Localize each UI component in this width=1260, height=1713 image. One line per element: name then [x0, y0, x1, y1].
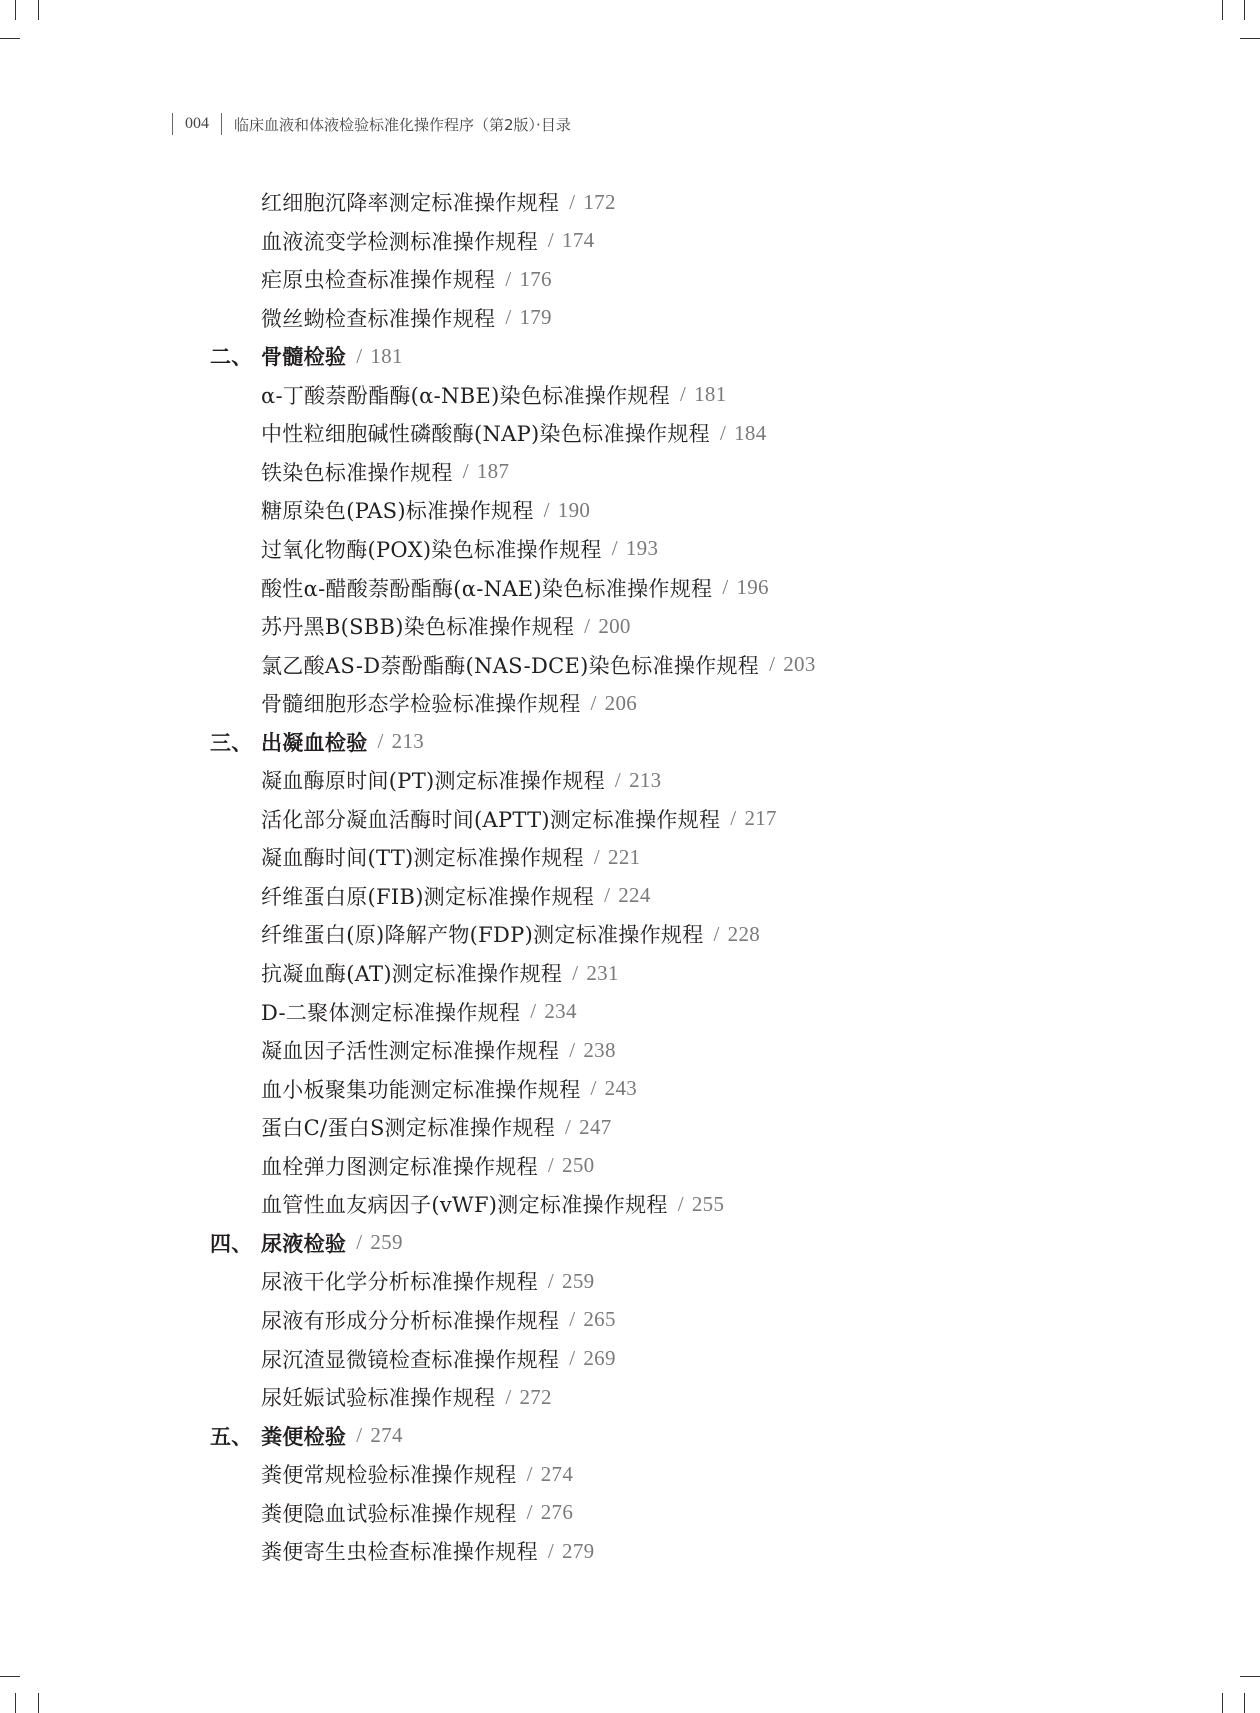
crop-mark: [0, 38, 20, 39]
toc-entry[interactable]: [261, 1536, 594, 1566]
page-separator: /: [569, 1346, 576, 1370]
toc-entry[interactable]: [261, 765, 661, 795]
entry-title: 尿液有形成分分析标准操作规程: [261, 1308, 560, 1333]
page-ref: 174: [562, 228, 595, 253]
section-number: 四、: [210, 1231, 253, 1256]
toc-entry[interactable]: [261, 1189, 724, 1219]
entry-title: 粪便隐血试验标准操作规程: [261, 1501, 517, 1526]
page-separator: /: [677, 1191, 684, 1216]
entry-title: 红细胞沉降率测定标准操作规程: [261, 191, 560, 215]
page-ref: 172: [583, 189, 616, 214]
toc-section-heading[interactable]: [210, 1228, 403, 1258]
toc-entry[interactable]: [261, 187, 616, 217]
page-separator: /: [543, 497, 550, 522]
toc-section-heading[interactable]: [210, 1421, 403, 1451]
toc-entry[interactable]: [261, 1305, 616, 1335]
page-ref: 247: [579, 1114, 612, 1139]
toc-entry[interactable]: [261, 958, 619, 988]
crop-mark: [15, 1693, 16, 1713]
page-separator: /: [462, 459, 469, 484]
entry-title: 凝血因子活性测定标准操作规程: [261, 1039, 560, 1064]
entry-title: 氯乙酸AS-D萘酚酯酶(NAS-DCE)染色标准操作规程: [261, 653, 760, 678]
page-separator: /: [614, 767, 622, 792]
page-separator: /: [730, 806, 737, 831]
page-ref: 274: [540, 1461, 574, 1486]
entry-title: 粪便常规检验标准操作规程: [261, 1463, 517, 1488]
header-divider: [221, 113, 222, 135]
page-separator: /: [769, 652, 776, 677]
page-ref: 250: [562, 1153, 595, 1178]
toc-entry[interactable]: [261, 226, 594, 256]
page-separator: /: [526, 1500, 533, 1525]
toc-entry[interactable]: [261, 611, 631, 641]
page-separator: /: [377, 729, 384, 754]
page-separator: /: [547, 1538, 555, 1563]
page-ref: 206: [604, 690, 638, 715]
toc-entry[interactable]: [261, 688, 637, 718]
toc-entry[interactable]: [261, 1344, 616, 1374]
page-separator: /: [547, 1268, 555, 1293]
book-title: 临床血液和体液检验标准化操作程序（第2版）·目录: [234, 115, 571, 134]
toc-entry[interactable]: [261, 1151, 594, 1181]
page-separator: /: [679, 382, 687, 407]
entry-title: 蛋白C/蛋白S测定标准操作规程: [261, 1116, 556, 1141]
toc-entry[interactable]: [261, 804, 777, 834]
page-ref: 217: [744, 806, 777, 831]
crop-mark: [1244, 1693, 1245, 1713]
page-ref: 265: [583, 1307, 616, 1332]
page-ref: 279: [562, 1538, 595, 1563]
toc-entry[interactable]: [261, 842, 640, 872]
toc-entry[interactable]: [261, 264, 552, 294]
entry-title: 骨髓细胞形态学检验标准操作规程: [261, 692, 581, 717]
page-separator: /: [713, 921, 720, 946]
entry-title: 过氧化物酶(POX)染色标准操作规程: [261, 537, 602, 562]
entry-title: 尿妊娠试验标准操作规程: [261, 1386, 496, 1411]
crop-mark: [1222, 1693, 1223, 1713]
entry-title: α-丁酸萘酚酯酶(α-NBE)染色标准操作规程: [261, 383, 670, 408]
toc-entry[interactable]: [261, 457, 509, 487]
entry-title: 疟原虫检查标准操作规程: [261, 268, 496, 293]
section-title: 骨髓检验: [261, 345, 347, 370]
toc-entry[interactable]: [261, 418, 767, 448]
page-separator: /: [722, 575, 729, 599]
entry-title: 粪便寄生虫检查标准操作规程: [261, 1540, 538, 1565]
page-ref: 269: [583, 1346, 616, 1370]
page-ref: 238: [583, 1037, 616, 1062]
page-ref: 234: [544, 999, 577, 1024]
toc-entry[interactable]: [261, 495, 590, 525]
entry-title: 血栓弹力图测定标准操作规程: [261, 1154, 538, 1179]
page-separator: /: [505, 1384, 512, 1409]
page-separator: /: [547, 1153, 555, 1178]
toc-entry[interactable]: [261, 573, 769, 603]
page-ref: 272: [519, 1384, 552, 1409]
toc-section-heading[interactable]: [210, 341, 403, 371]
header-divider: [172, 113, 173, 135]
section-number: 三、: [210, 730, 253, 755]
page-separator: /: [569, 1037, 576, 1062]
entry-title: 血小板聚集功能测定标准操作规程: [261, 1077, 581, 1102]
entry-title: 铁染色标准操作规程: [261, 460, 453, 485]
section-number: 五、: [210, 1424, 253, 1449]
page-separator: /: [505, 266, 512, 291]
toc-entry[interactable]: [261, 303, 552, 333]
page-separator: /: [356, 1230, 363, 1255]
crop-mark: [0, 1676, 20, 1677]
page-separator: /: [526, 1461, 533, 1486]
toc-entry[interactable]: [261, 1382, 552, 1412]
section-title: 粪便检验: [261, 1424, 347, 1449]
page-separator: /: [604, 883, 611, 908]
page-ref: 203: [783, 652, 816, 677]
entry-title: 中性粒细胞碱性磷酸酶(NAP)染色标准操作规程: [261, 422, 710, 447]
page-ref: 190: [557, 497, 591, 522]
crop-mark: [15, 0, 16, 20]
entry-title: 凝血酶原时间(PT)测定标准操作规程: [261, 769, 605, 794]
entry-title: 尿液干化学分析标准操作规程: [261, 1270, 538, 1295]
page-ref: 276: [540, 1500, 574, 1525]
entry-title: 纤维蛋白(原)降解产物(FDP)测定标准操作规程: [261, 923, 704, 948]
page-ref: 200: [598, 613, 631, 638]
entry-title: 凝血酶时间(TT)测定标准操作规程: [261, 846, 584, 871]
page-separator: /: [590, 690, 597, 715]
running-header: [160, 112, 571, 136]
page-separator: /: [569, 1307, 576, 1332]
section-title: 出凝血检验: [261, 730, 368, 755]
crop-mark: [1222, 0, 1223, 20]
toc-entry[interactable]: [261, 1459, 573, 1489]
page-ref: 181: [370, 343, 403, 368]
page-separator: /: [611, 536, 618, 561]
entry-title: 酸性α-醋酸萘酚酯酶(α-NAE)染色标准操作规程: [261, 576, 713, 601]
toc-entry[interactable]: [261, 650, 816, 680]
page-ref: 255: [691, 1191, 725, 1216]
crop-mark: [1240, 1676, 1260, 1677]
page-separator: /: [572, 960, 579, 985]
page-separator: /: [356, 343, 363, 368]
page-ref: 243: [604, 1076, 638, 1101]
entry-title: 苏丹黑B(SBB)染色标准操作规程: [261, 615, 575, 640]
page-ref: 228: [727, 921, 761, 946]
toc-entry[interactable]: [261, 881, 651, 911]
page-ref: 193: [625, 536, 659, 561]
entry-title: 微丝蚴检查标准操作规程: [261, 306, 496, 331]
page-separator: /: [505, 305, 512, 330]
entry-title: 糖原染色(PAS)标准操作规程: [261, 499, 534, 524]
toc-entry[interactable]: [261, 1035, 616, 1065]
page-separator: /: [590, 1076, 597, 1101]
crop-mark: [1244, 0, 1245, 20]
page-separator: /: [719, 420, 727, 445]
toc-entry[interactable]: [261, 380, 727, 410]
page-separator: /: [530, 999, 537, 1024]
page-ref: 179: [519, 305, 552, 330]
section-number: 二、: [210, 345, 253, 370]
page-ref: 231: [586, 960, 619, 985]
page-separator: /: [565, 1114, 572, 1139]
page-ref: 187: [476, 459, 510, 484]
page-ref: 213: [391, 729, 425, 754]
page-separator: /: [569, 189, 576, 214]
crop-mark: [38, 0, 39, 20]
entry-title: 抗凝血酶(AT)测定标准操作规程: [261, 962, 563, 986]
entry-title: D-二聚体测定标准操作规程: [261, 1000, 521, 1025]
entry-title: 纤维蛋白原(FIB)测定标准操作规程: [261, 884, 595, 909]
page-ref: 181: [694, 382, 727, 407]
page-ref: 184: [734, 420, 767, 445]
page-ref: 224: [618, 883, 651, 908]
page-ref: 221: [608, 844, 641, 869]
toc-entry[interactable]: [261, 919, 760, 949]
page-ref: 196: [736, 575, 769, 599]
page-separator: /: [584, 613, 591, 638]
toc-entry[interactable]: [261, 1112, 612, 1142]
toc-entry[interactable]: [261, 534, 658, 564]
page-separator: /: [593, 844, 601, 869]
toc-entry[interactable]: [261, 1498, 573, 1528]
toc-section-heading[interactable]: [210, 727, 424, 757]
toc-entry[interactable]: [261, 1266, 594, 1296]
entry-title: 血管性血友病因子(vWF)测定标准操作规程: [261, 1193, 668, 1218]
entry-title: 血液流变学检测标准操作规程: [261, 229, 538, 254]
entry-title: 尿沉渣显微镜检查标准操作规程: [261, 1347, 560, 1372]
toc-entry[interactable]: [261, 1074, 637, 1104]
page-ref: 176: [519, 266, 552, 291]
page-number: 004: [185, 115, 209, 132]
page-ref: 274: [370, 1423, 403, 1448]
crop-mark: [38, 1693, 39, 1713]
page-separator: /: [547, 228, 555, 253]
page-ref: 213: [629, 767, 662, 792]
crop-mark: [1240, 38, 1260, 39]
page-ref: 259: [370, 1230, 403, 1255]
section-title: 尿液检验: [261, 1231, 347, 1256]
page-ref: 259: [562, 1268, 595, 1293]
page-separator: /: [356, 1423, 363, 1448]
entry-title: 活化部分凝血活酶时间(APTT)测定标准操作规程: [261, 807, 721, 832]
toc-entry[interactable]: [261, 997, 577, 1027]
